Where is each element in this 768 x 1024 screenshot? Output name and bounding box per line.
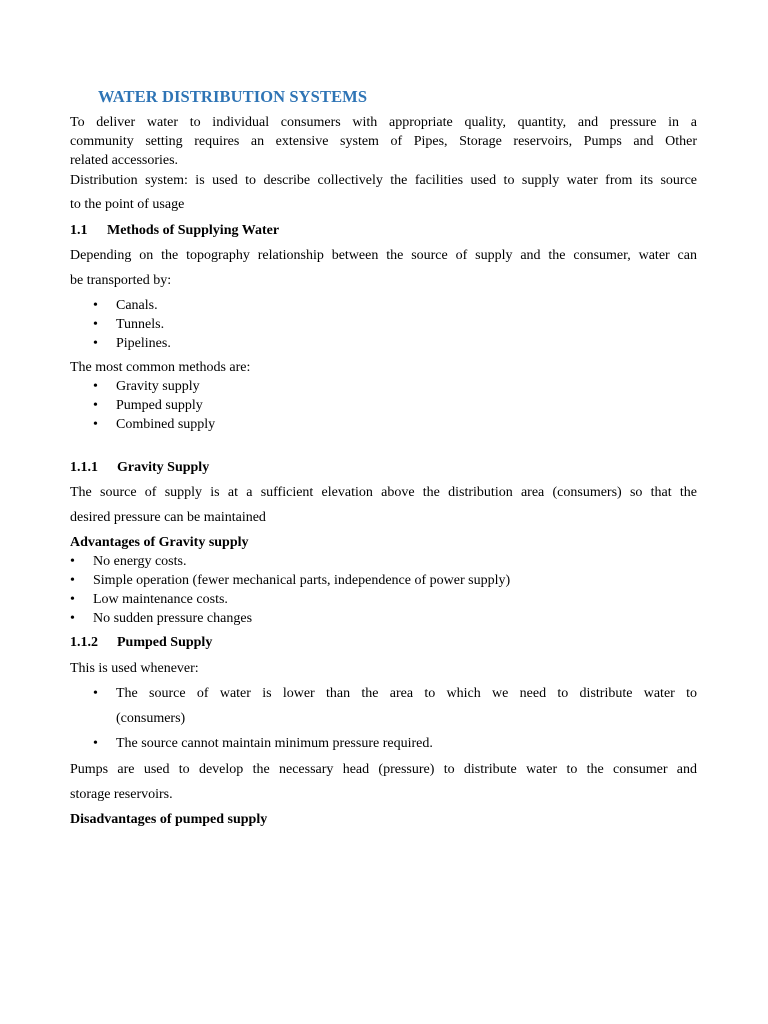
list-item (93, 396, 215, 415)
intro-line-1: To deliver water to individual consumers with appropriate quality, quantity, and pressure in a (70, 115, 697, 130)
section-title: Methods of Supplying Water (107, 223, 280, 238)
gravity-para-line-2: desired pressure can be maintained (70, 510, 266, 525)
gravity-para-line-1: The source of supply is at a sufficient elevation above the distribution area (consumers) so that the (70, 485, 697, 500)
pumps-para-line-1: Pumps are used to develop the necessary head (pressure) to distribute water to the consumer and (70, 762, 697, 777)
section-heading-1-1-2 (70, 633, 212, 652)
bullet-icon: • (70, 592, 75, 607)
section-number: 1.1.2 (70, 635, 98, 650)
intro-line-2: community setting requires an extensive system of Pipes, Storage reservoirs, Pumps and Other (70, 134, 697, 149)
common-methods-intro: The most common methods are: (70, 360, 251, 375)
bullet-icon: • (93, 298, 98, 313)
list-item (93, 296, 171, 315)
bullet-icon: • (93, 736, 98, 751)
advantages-list (70, 552, 511, 628)
pumped-bullet-1-line-2: (consumers) (116, 711, 186, 726)
bullet-icon: • (93, 417, 98, 432)
bullet-icon: • (70, 554, 75, 569)
list-item (70, 590, 510, 609)
pumped-intro: This is used whenever: (70, 661, 199, 676)
list-item (70, 609, 510, 628)
bullet-icon: • (93, 336, 98, 351)
list-item-text: Canals. (116, 298, 158, 313)
bullet-icon: • (93, 379, 98, 394)
list-item-text: No sudden pressure changes (93, 611, 253, 626)
list-item-text: No energy costs. (93, 554, 187, 569)
list-item-text: Simple operation (fewer mechanical parts, independence of power supply) (93, 573, 511, 588)
pumps-para-line-2: storage reservoirs. (70, 787, 173, 802)
list-item (93, 415, 216, 434)
section-title: Gravity Supply (117, 460, 210, 475)
section-number: 1.1 (70, 223, 88, 238)
list-item-text: Low maintenance costs. (93, 592, 228, 607)
document-title: WATER DISTRIBUTION SYSTEMS (98, 87, 368, 106)
list-item-text: Gravity supply (116, 379, 200, 394)
definition-line-2: to the point of usage (70, 197, 185, 212)
pumped-bullet-1-line-1: The source of water is lower than the area to which we need to distribute water to (116, 686, 697, 701)
bullet-icon: • (93, 317, 98, 332)
list-item (93, 377, 215, 396)
intro-line-3: related accessories. (70, 153, 179, 168)
list-item (93, 334, 171, 353)
bullet-icon: • (70, 573, 75, 588)
section-number: 1.1.1 (70, 460, 98, 475)
list-item (70, 552, 510, 571)
transport-para-line-2: be transported by: (70, 273, 172, 288)
disadvantages-heading: Disadvantages of pumped supply (70, 812, 268, 827)
section-title: Pumped Supply (117, 635, 213, 650)
bullet-icon: • (70, 611, 75, 626)
methods-list (93, 377, 216, 434)
pumped-bullet-2: The source cannot maintain minimum pressure required. (116, 736, 433, 751)
list-item-text: Combined supply (116, 417, 216, 432)
transport-para-line-1: Depending on the topography relationship between the source of supply and the consumer, water can (70, 248, 697, 263)
definition-line-1: Distribution system: is used to describe collectively the facilities used to supply water from its source (70, 173, 697, 188)
section-heading-1-1-1 (70, 458, 209, 477)
bullet-icon: • (93, 686, 98, 701)
transport-list (93, 296, 171, 353)
list-item-text: Pumped supply (116, 398, 203, 413)
list-item (70, 571, 511, 590)
list-item-text: Pipelines. (116, 336, 171, 351)
list-item (93, 315, 171, 334)
list-item-text: Tunnels. (116, 317, 165, 332)
section-heading-1-1 (70, 221, 279, 240)
bullet-icon: • (93, 398, 98, 413)
advantages-heading: Advantages of Gravity supply (70, 535, 249, 550)
